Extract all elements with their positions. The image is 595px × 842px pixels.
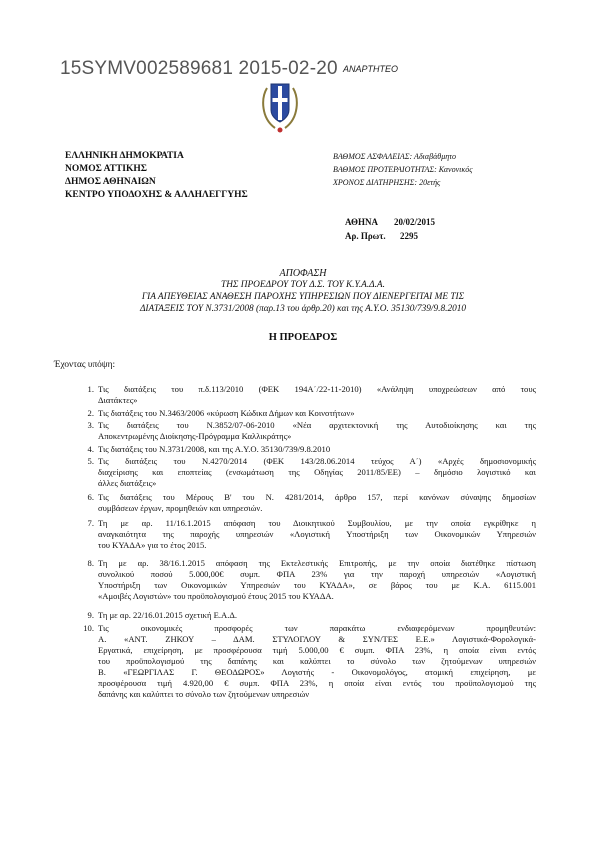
list-item-text: Τις οικονομικές προσφορές των παρακάτω ενδιαφερόμενων προμηθευτών: bbox=[98, 623, 536, 633]
list-item-text: Τη με αρ. 22/16.01.2015 σχετική Ε.Α.Δ. bbox=[98, 610, 238, 620]
list-item-number: 8. bbox=[87, 558, 94, 568]
list-item-text: Τις διατάξεις του Ν.3731/2008, και της Α.Υ.Ο. 35130/739/9.8.2010 bbox=[98, 444, 331, 454]
protocol-number: 2295 bbox=[400, 231, 418, 241]
list-item-text: Τις διατάξεις του π.δ.113/2010 (ΦΕΚ 194Α΄/22-11-2010) «Ανάληψη υποχρεώσεων από τους bbox=[98, 384, 536, 394]
list-item-number: 3. bbox=[87, 420, 94, 430]
header-left-line: ΚΕΝΤΡΟ ΥΠΟΔΟΧΗΣ & ΑΛΛΗΛΕΓΓΥΗΣ bbox=[65, 190, 248, 200]
decision-subtitle: ΔΙΑΤΑΞΕΙΣ ΤΟΥ Ν.3731/2008 (παρ.13 του άρθρ.20) και της Α.Υ.Ο. 35130/739/9.8.2010 bbox=[139, 304, 467, 314]
president-heading: Η ΠΡΟΕΔΡΟΣ bbox=[268, 332, 338, 343]
list-item-text: Τη με αρ. 11/16.1.2015 απόφαση του Διοικητικού Συμβουλίου, με την οποία εγκρίθηκε η bbox=[98, 518, 536, 528]
greek-coat-of-arms-icon bbox=[253, 76, 307, 138]
decision-subtitle: ΤΗΣ ΠΡΟΕΔΡΟΥ ΤΟΥ Δ.Σ. ΤΟΥ Κ.Υ.Α.Δ.Α. bbox=[221, 280, 385, 290]
list-item-text: Υποστήριξη των Οικονομικών Υπηρεσιών του ΚΥΑΔΑ», σε βάρος του με Κ.Α. 6115.001 bbox=[98, 580, 536, 590]
list-item-text: Διατάκτες» bbox=[98, 395, 138, 405]
list-item-text: αναγκαιότητα της παροχής υπηρεσιών «Λογιστική Υποστήριξη των Οικονομικών Υπηρεσιών bbox=[98, 529, 536, 539]
list-item-text: Τις διατάξεις του Ν.4270/2014 (ΦΕΚ 143/28.06.2014 τεύχος Α΄) «Αρχές δημοσιονομικής bbox=[98, 456, 536, 466]
header-left-line: ΝΟΜΟΣ ΑΤΤΙΚΗΣ bbox=[65, 164, 147, 174]
list-item-text: Τις διατάξεις του Ν.3852/07-06-2010 «Νέα αρχιτεκτονική της Αυτοδιοίκησης και της bbox=[98, 420, 536, 430]
document-stamp-id: 15SYMV002589681 2015-02-20 bbox=[60, 58, 338, 79]
date: 20/02/2015 bbox=[394, 217, 436, 227]
list-item-number: 10. bbox=[83, 623, 94, 633]
list-item-text: Τη με αρ. 38/16.1.2015 απόφαση της Εκτελεστικής Επιτροπής, με την οποία διατέθηκε πίστωση bbox=[98, 558, 536, 568]
header-left-line: ΔΗΜΟΣ ΑΘΗΝΑΙΩΝ bbox=[65, 177, 156, 187]
list-item-text: Τις διατάξεις του Ν.3463/2006 «κύρωση Κώδικα Δήμων και Κοινοτήτων» bbox=[98, 408, 355, 418]
list-item-text: συμβάσεων έργων, προμηθειών και υπηρεσιών. bbox=[98, 503, 263, 513]
list-item-text: άλλες διατάξεις» bbox=[98, 478, 157, 488]
protocol-label: Αρ. Πρωτ. bbox=[345, 231, 386, 241]
list-item-text: προσφέρουσα τιμή 4.920,00 € συμπ. ΦΠΑ 23%, η οποία είναι εντός του προϋπολογισμού της bbox=[98, 678, 536, 688]
list-item-number: 6. bbox=[87, 492, 94, 502]
list-item-number: 9. bbox=[87, 610, 94, 620]
place: ΑΘΗΝΑ bbox=[345, 217, 378, 227]
list-item-text: του ΚΥΑΔΑ» για το έτος 2015. bbox=[98, 540, 207, 550]
list-item-number: 1. bbox=[87, 384, 94, 394]
list-item-number: 4. bbox=[87, 444, 94, 454]
security-classification: ΒΑΘΜΟΣ ΑΣΦΑΛΕΙΑΣ: Αδιαβάθμητο bbox=[333, 152, 457, 161]
list-item-number: 5. bbox=[87, 456, 94, 466]
list-item-text: Α. «ΑΝΤ. ΖΗΚΟΥ – ΔΑΜ. ΣΤΥΛΟΓΛΟΥ & ΣΥΝ/ΤΕΣ Ε.Ε.» Λογιστικά-Φορολογικά- bbox=[98, 634, 536, 644]
list-item-text: Τις διατάξεις του Μέρους Β' του Ν. 4281/2014, άρθρο 157, περί κανόνων σύναψης δημοσίων bbox=[98, 492, 536, 502]
header-left-line: ΕΛΛΗΝΙΚΗ ΔΗΜΟΚΡΑΤΙΑ bbox=[65, 151, 184, 161]
intro-text: Έχοντας υπόψη: bbox=[54, 360, 116, 370]
list-item-text: διαχείρισης και εποπτείας (ενσωμάτωση της Οδηγίας 2011/85/ΕΕ) – δημόσιο λογιστικό και bbox=[98, 467, 536, 477]
list-item-text: συνολικού ποσού 5.000,00€ συμπ. ΦΠΑ 23% για την παροχή υπηρεσιών «Λογιστική bbox=[98, 569, 536, 579]
list-item-number: 2. bbox=[87, 408, 94, 418]
list-item-text: του προϋπολογισμού της δαπάνης και καλύπτει το σύνολο των ζητούμενων υπηρεσιών bbox=[98, 656, 536, 666]
retention-period: ΧΡΟΝΟΣ ΔΙΑΤΗΡΗΣΗΣ: 20ετής bbox=[333, 178, 441, 187]
list-item-text: «Αμοιβές Λογιστών» του προϋπολογισμού έτους 2015 του ΚΥΑΔΑ. bbox=[98, 591, 334, 601]
priority-level: ΒΑΘΜΟΣ ΠΡΟΤΕΡΑΙΟΤΗΤΑΣ: Κανονικός bbox=[333, 165, 473, 174]
document-stamp-tag: ΑΝΑΡΤΗΤΕΟ bbox=[343, 64, 399, 74]
list-item-text: Αποκεντρωμένης Διοίκησης-Πρόγραμμα Καλλικράτης» bbox=[98, 431, 292, 441]
list-item-number: 7. bbox=[87, 518, 94, 528]
list-item-text: Β. «ΓΕΩΡΓΙΛΑΣ Γ. ΘΕΟΔΩΡΟΣ» Λογιστής - Οικονομολόγος, ατομική επιχείρηση, με bbox=[98, 667, 536, 677]
decision-title: ΑΠΟΦΑΣΗ bbox=[279, 268, 327, 279]
decision-subtitle: ΓΙΑ ΑΠΕΥΘΕΙΑΣ ΑΝΑΘΕΣΗ ΠΑΡΟΧΗΣ ΥΠΗΡΕΣΙΩΝ ΠΟΥ ΔΙΕΝΕΡΓΕΙΤΑΙ ΜΕ ΤΙΣ bbox=[141, 292, 465, 302]
list-item-text: Εργατικά, επιχείρηση, με προσφέρουσα τιμή 5.000,00 € συμπ. ΦΠΑ 23%, η οποία είναι εντός bbox=[98, 645, 536, 655]
list-item-text: δαπάνης και καλύπτει το σύνολο των ζητούμενων υπηρεσιών bbox=[98, 689, 310, 699]
